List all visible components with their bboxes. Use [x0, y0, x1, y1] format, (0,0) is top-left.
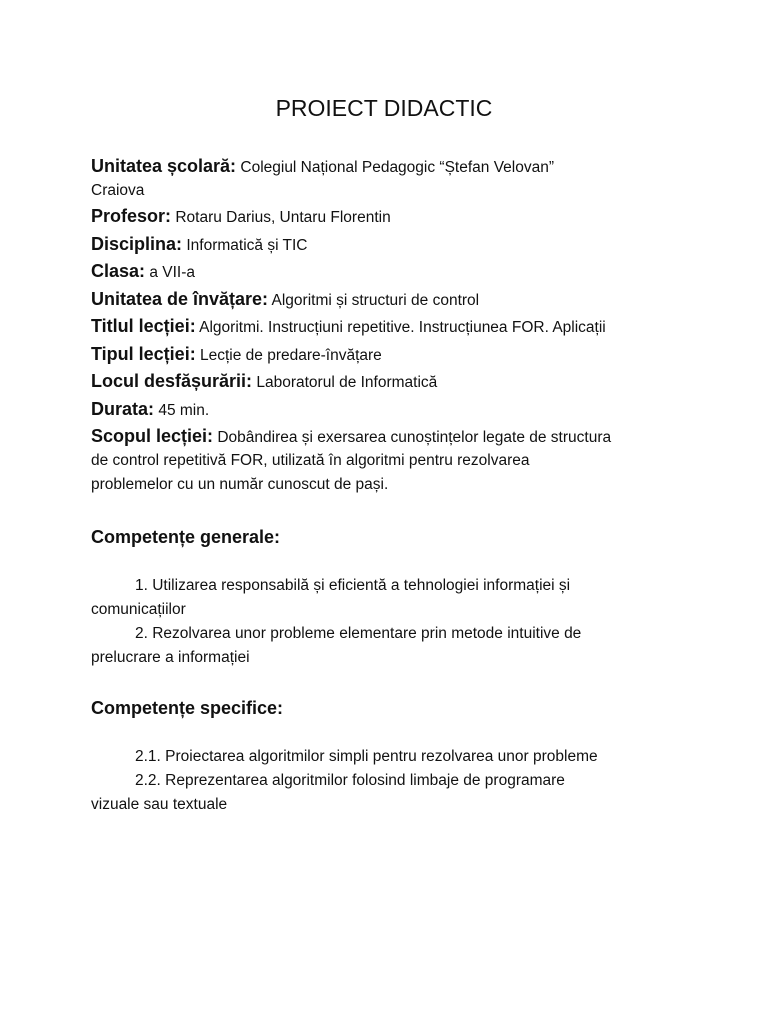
field-label: Unitatea de învățare:: [91, 288, 269, 309]
field-value: 45 min.: [158, 401, 210, 419]
list-item: [91, 574, 691, 622]
lesson-info: [91, 153, 691, 497]
field-label: Locul desfășurării:: [91, 371, 253, 391]
field-label: Scopul lecției:: [91, 426, 214, 446]
list-item: [91, 745, 691, 769]
list-item-text: 1. Utilizarea responsabilă și eficientă a tehnologiei informației și: [135, 577, 571, 594]
field-label: Unitatea școlară:: [91, 156, 237, 176]
field-value: Rotaru Darius, Untaru Florentin: [175, 209, 391, 226]
list-item-text: 2.2. Reprezentarea algoritmilor folosind limbaje de programare: [135, 772, 565, 789]
section-heading-competente-specifice: Competențe specifice:: [91, 698, 284, 718]
field-label: Tipul lecției:: [91, 343, 196, 364]
list-item-text-continued: vizuale sau textuale: [91, 796, 228, 813]
list-item: [91, 769, 691, 817]
page-title: PROIECT DIDACTIC: [275, 95, 493, 121]
field-unitatea-scolara: [91, 153, 691, 203]
field-value-continued: problemelor cu un număr cunoscut de pași.: [91, 476, 389, 493]
field-clasa: [91, 258, 691, 286]
list-item-text: 2. Rezolvarea unor probleme elementare prin metode intuitive de: [135, 625, 582, 642]
field-disciplina: [91, 231, 691, 259]
field-value: Informatică și TIC: [186, 236, 308, 254]
field-profesor: [91, 203, 691, 231]
field-unitatea-de-invatare: [91, 286, 691, 314]
list-item-text-continued: prelucrare a informației: [91, 649, 250, 666]
list-item: [91, 622, 691, 670]
field-value: Dobândirea și exersarea cunoștințelor legate de structura: [217, 429, 612, 446]
field-value: a VII-a: [149, 264, 196, 281]
field-value-continued: de control repetitivă FOR, utilizată în algoritmi pentru rezolvarea: [91, 452, 530, 469]
list-item-text: 2.1. Proiectarea algoritmilor simpli pentru rezolvarea unor probleme: [135, 748, 598, 765]
list-item-text-continued: comunicațiilor: [91, 601, 186, 618]
field-label: Durata:: [91, 398, 155, 419]
field-value: Laboratorul de Informatică: [256, 374, 438, 391]
field-value: Algoritmi. Instrucțiuni repetitive. Instrucțiunea FOR. Aplicații: [199, 319, 606, 336]
field-label: Profesor:: [91, 206, 172, 226]
competente-specifice-list: [91, 745, 691, 817]
field-titlul-lectiei: [91, 313, 691, 341]
field-label: Titlul lecției:: [91, 316, 196, 336]
field-value-continued: Craiova: [91, 182, 145, 199]
competente-generale-list: [91, 574, 691, 670]
field-value: Colegiul Național Pedagogic “Ștefan Velovan”: [240, 159, 555, 176]
field-value: Lecție de predare-învățare: [200, 346, 382, 364]
section-heading-competente-generale: Competențe generale:: [91, 527, 281, 547]
field-locul-desfasurarii: [91, 368, 691, 396]
field-tipul-lectiei: [91, 341, 691, 369]
field-label: Clasa:: [91, 261, 146, 281]
field-label: Disciplina:: [91, 233, 183, 254]
field-value: Algoritmi și structuri de control: [271, 291, 480, 309]
field-durata: [91, 396, 691, 424]
field-scopul-lectiei: [91, 423, 691, 497]
